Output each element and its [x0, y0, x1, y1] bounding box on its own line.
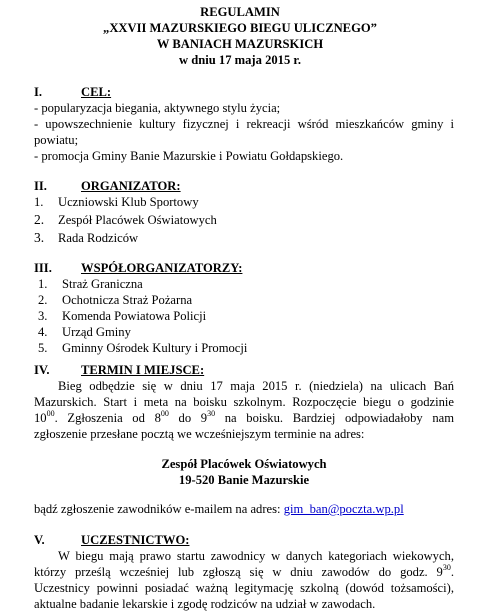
organizer-item-number: 3.	[34, 230, 45, 245]
section-5-line2: którzy prześlą wcześniej lub zgłoszą się w dniu zawodów do godz. $9^{30}$.	[34, 562, 454, 579]
doc-title-line2: „XXVII MAZURSKIEGO BIEGU ULICZNEGO”	[103, 21, 377, 35]
doc-title-date: w dniu 17 maja 2015 r.	[179, 53, 301, 67]
coorganizer-item-number: 2.	[38, 293, 48, 307]
email-line	[34, 501, 404, 517]
organizer-item-number: 2.	[34, 212, 45, 227]
section-1-line3: powiatu;	[34, 133, 79, 147]
section-4-line1: Bieg odbędzie się w dniu 17 maja 2015 r. (niedziela) na ulicach Bań	[58, 379, 454, 393]
section-4-line4: zgłoszenie przesłane pocztą we wcześniejszym terminie na adres:	[34, 427, 365, 441]
section-4-number: IV.	[34, 363, 50, 377]
section-5-heading	[34, 532, 454, 548]
organizer-item-text: Zespół Placówek Oświatowych	[58, 213, 217, 227]
section-2-heading	[34, 178, 454, 194]
email-link[interactable]: gim_ban@poczta.wp.pl	[283, 502, 404, 516]
section-1-line1: - popularyzacja biegania, aktywnego stylu życia;	[34, 101, 281, 115]
section-5-title: UCZESTNICTWO:	[81, 533, 190, 547]
section-1-heading	[34, 84, 454, 100]
doc-title-line1: REGULAMIN	[200, 5, 280, 19]
coorganizer-item-number: 1.	[38, 277, 48, 291]
section-4-title: TERMIN I MIEJSCE:	[81, 363, 205, 377]
organizer-item-number: 1.	[34, 195, 44, 209]
section-4-line3: $10^{00}$. Zgłoszenia od $8^{00}$ do $9^{30}$ na boisku. Bardziej odpowiadałoby nam	[34, 408, 455, 425]
address-line1: Zespół Placówek Oświatowych	[161, 457, 327, 471]
address-line2: 19-520 Banie Mazurskie	[178, 473, 310, 487]
section-5-number: V.	[34, 533, 45, 547]
email-prefix: bądź zgłoszenie zawodników e-mailem na adres:	[34, 502, 284, 516]
section-1-line4: - promocja Gminy Banie Mazurskie i Powiatu Gołdapskiego.	[34, 149, 344, 163]
coorganizer-item-text: Straż Graniczna	[62, 277, 143, 291]
section-1-title: CEL:	[81, 85, 112, 99]
coorganizer-item-text: Urząd Gminy	[62, 325, 131, 339]
organizer-item-text: Uczniowski Klub Sportowy	[58, 195, 199, 209]
organizer-item-text: Rada Rodziców	[58, 231, 139, 245]
start-time: $10^{00}$	[34, 408, 55, 425]
coorganizer-item-text: Komenda Powiatowa Policji	[62, 309, 207, 323]
coorganizer-item-number: 3.	[38, 309, 48, 323]
coorganizer-item-text: Gminny Ośrodek Kultury i Promocji	[62, 341, 248, 355]
section-3-number: III.	[34, 261, 52, 275]
section-2-title: ORGANIZATOR:	[81, 179, 181, 193]
section-1-line2: - upowszechnienie kultury fizycznej i rekreacji wśród mieszkańców gminy i	[34, 117, 454, 131]
section-2-number: II.	[34, 179, 47, 193]
section-4-line2: Mazurskich. Start i meta na boisku szkolnym. Rozpoczęcie biegu o godzinie	[34, 395, 454, 409]
section-5-line1: W biegu mają prawo startu zawodnicy w danych kategoriach wiekowych,	[58, 549, 454, 563]
doc-title-line3: W BANIACH MAZURSKICH	[156, 37, 324, 51]
coorganizer-item-number: 5.	[38, 341, 48, 355]
section-4-heading	[34, 362, 454, 378]
coorganizer-item-text: Ochotnicza Straż Pożarna	[62, 293, 193, 307]
section-5-line4: aktualne badanie lekarskie i zgodę rodziców na udział w zawodach.	[34, 597, 376, 611]
section-3-heading	[34, 260, 454, 276]
section-1-number: I.	[34, 85, 43, 99]
coorganizer-item-number: 4.	[38, 325, 48, 339]
section-5-line3: Uczestnicy powinni posiadać ważną legitymację szkolną (dowód tożsamości),	[34, 581, 454, 595]
section-3-title: WSPÓŁORGANIZATORZY:	[81, 261, 243, 275]
